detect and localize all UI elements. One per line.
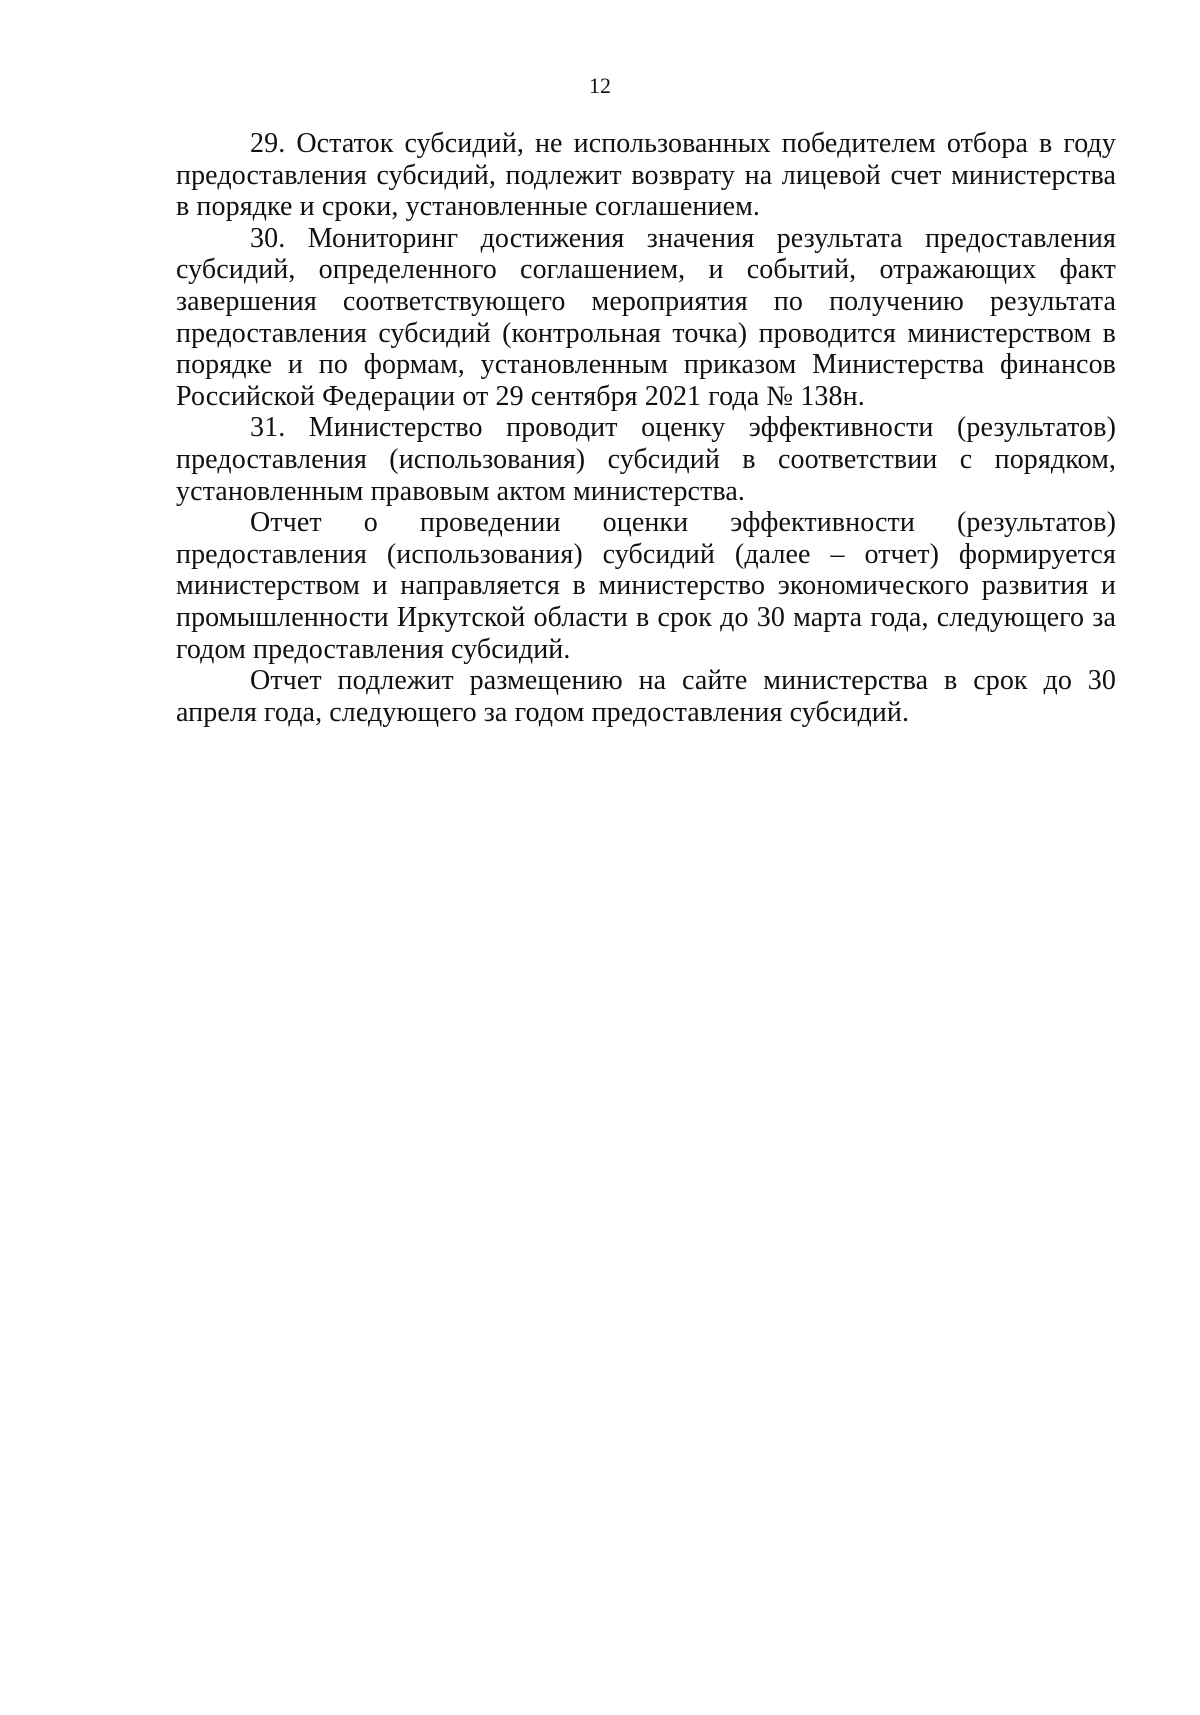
- paragraph-31: 31. Министерство проводит оценку эффективности (результатов) предоставления (использования) субсидий в соответствии с порядком, установленным правовым актом министерства.: [176, 412, 1116, 507]
- document-body: [176, 128, 1116, 728]
- page-number: 12: [589, 73, 611, 98]
- paragraph-30: 30. Мониторинг достижения значения результата предоставления субсидий, определенного соглашением, и событий, отражающих факт завершения соответствующего мероприятия по получению результата предоставления субсидий (контрольная точка) проводится министерством в порядке и по формам, установленным приказом Министерства финансов Российской Федерации от 29 сентября 2021 года № 138н.: [176, 222, 1116, 412]
- paragraph-report-formation: Отчет о проведении оценки эффективности (результатов) предоставления (использования) субсидий (далее – отчет) формируется министерством и направляется в министерство экономического развития и промышленности Иркутской области в срок до 30 марта года, следующего за годом предоставления субсидий.: [176, 507, 1116, 665]
- paragraph-report-publication: Отчет подлежит размещению на сайте министерства в срок до 30 апреля года, следующего за годом предоставления субсидий.: [176, 665, 1116, 728]
- paragraph-29: 29. Остаток субсидий, не использованных победителем отбора в году предоставления субсидий, подлежит возврату на лицевой счет министерства в порядке и сроки, установленные соглашением.: [176, 128, 1116, 223]
